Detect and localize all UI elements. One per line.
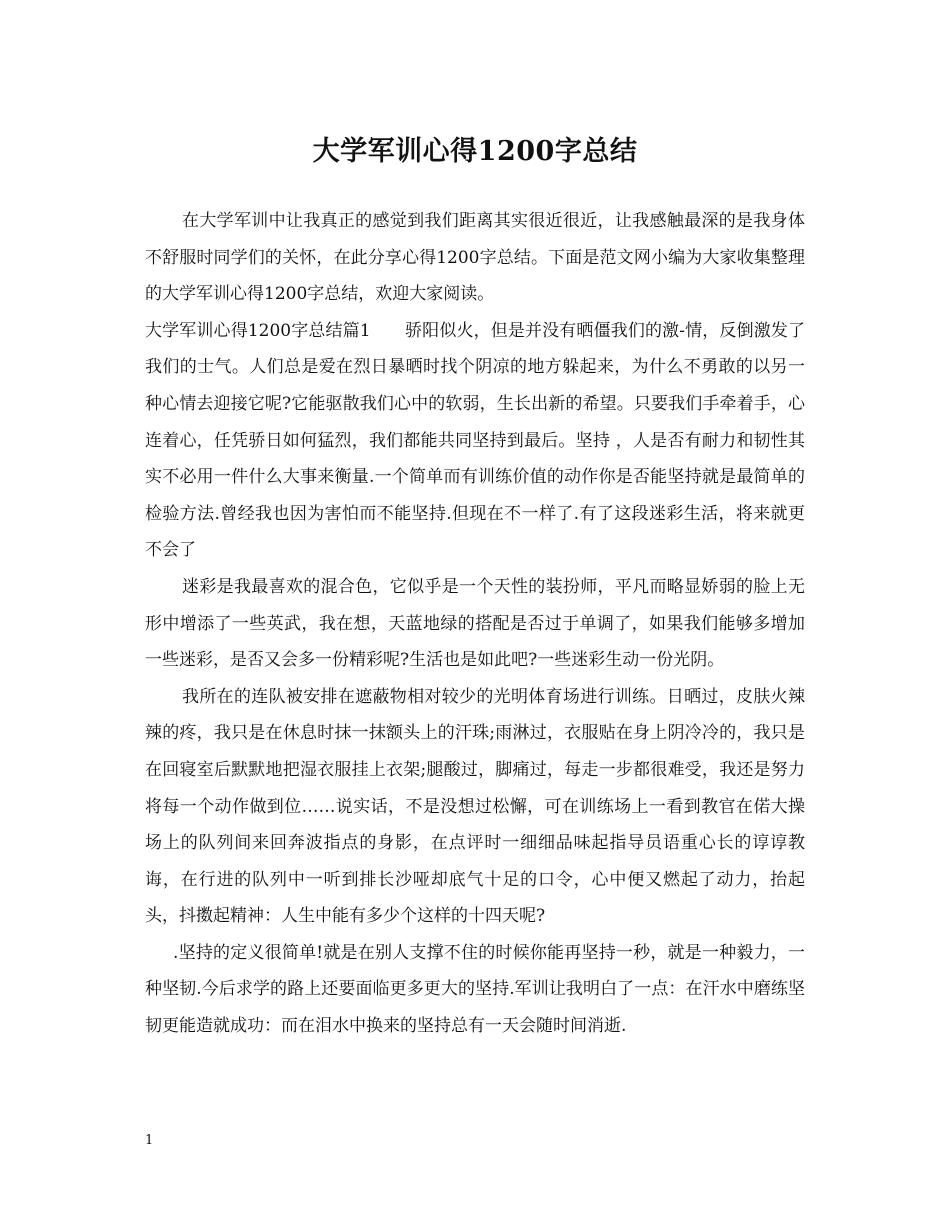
paragraph-camouflage: 迷彩是我最喜欢的混合色，它似乎是一个天性的装扮师，平凡而略显娇弱的脸上无形中增添了一些英武，我在想，天蓝地绿的搭配是否过于单调了，如果我们能够多增加一些迷彩，是否又会多一份精彩呢?生活也是如此吧?一些迷彩生动一份光阴。 xyxy=(145,576,805,671)
document-title: 大学军训心得1200字总结 xyxy=(312,136,638,167)
page-number: 1 xyxy=(145,1133,154,1148)
paragraph-company-training: 我所在的连队被安排在遮蔽物相对较少的光明体育场进行训练。日晒过，皮肤火辣辣的疼，我只是在休息时抹一抹额头上的汗珠;雨淋过，衣服贴在身上阴冷冷的，我只是在回寝室后默默地把湿衣服挂上衣架;腿酸过，脚痛过，每走一步都很难受，我还是努力将每一个动作做到位……说实话，不是没想过松懈，可在训练场上一看到教官在偌大操场上的队列间来回奔波指点的身影，在点评时一细细品味起指导员语重心长的谆谆教诲，在行进的队列中一听到排长沙哑却底气十足的口令，心中便又燃起了动力，抬起头，抖擞起精神：人生中能有多少个这样的十四天呢? xyxy=(145,686,805,927)
paragraph-intro: 在大学军训中让我真正的感觉到我们距离其实很近很近，让我感触最深的是我身体不舒服时同学们的关怀，在此分享心得1200字总结。下面是范文网小编为大家收集整理的大学军训心得1200字总结，欢迎大家阅读。 xyxy=(145,211,805,305)
document-body xyxy=(145,203,805,1045)
paragraph-section-1: 大学军训心得1200字总结篇1 骄阳似火，但是并没有晒僵我们的激-情，反倒激发了我们的士气。人们总是爱在烈日暴晒时找个阴凉的地方躲起来，为什么不勇敢的以另一种心情去迎接它呢?它能驱散我们心中的软弱，生长出新的希望。只要我们手牵着手，心连着心，任凭骄日如何猛烈，我们都能共同坚持到最后。坚持 ，人是否有耐力和韧性其实不必用一件什么大事来衡量.一个简单而有训练价值的动作你是否能坚持就是最简单的检验方法.曾经我也因为害怕而不能坚持.但现在不一样了.有了这段迷彩生活，将来就更不会了 xyxy=(145,320,805,561)
paragraph-persistence: .坚持的定义很简单!就是在别人支撑不住的时候你能再坚持一秒，就是一种毅力，一种坚韧.今后求学的路上还要面临更多更大的坚持.军训让我明白了一点：在汗水中磨练坚韧更能造就成功：而在泪水中换来的坚持总有一天会随时间消逝. xyxy=(145,942,805,1037)
